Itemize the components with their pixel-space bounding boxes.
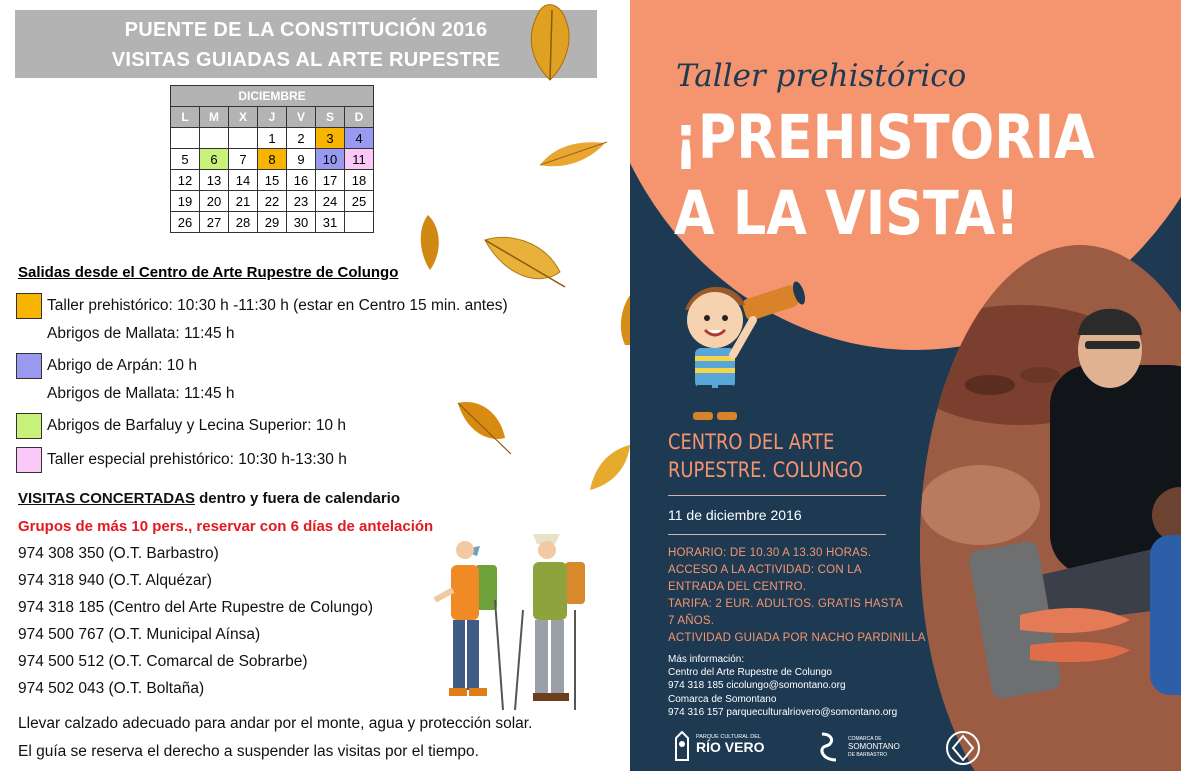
calendar-day-header: M bbox=[200, 107, 229, 128]
calendar-day-header: X bbox=[229, 107, 258, 128]
calendar-day: 10 bbox=[316, 149, 345, 170]
calendar-day bbox=[200, 128, 229, 149]
somontano-logo-sub: DE BARBASTRO bbox=[848, 752, 888, 758]
visitas-heading bbox=[18, 490, 400, 507]
calendar-day: 23 bbox=[287, 191, 316, 212]
calendar-day: 11 bbox=[345, 149, 374, 170]
poster-headline-line-2: A LA VISTA! bbox=[674, 178, 1020, 249]
title-banner bbox=[15, 10, 597, 78]
poster-subtitle: Taller prehistórico bbox=[676, 58, 967, 94]
poster-headline bbox=[674, 100, 1095, 252]
calendar-day: 19 bbox=[171, 191, 200, 212]
calendar-day: 7 bbox=[229, 149, 258, 170]
calendar-day: 25 bbox=[345, 191, 374, 212]
note-footwear: Llevar calzado adecuado para andar por el monte, agua y protección solar. bbox=[18, 715, 533, 732]
cartoon-boy-telescope bbox=[665, 280, 815, 425]
legend-sublabel: Abrigos de Mallata: 11:45 h bbox=[47, 325, 235, 342]
poster-headline-line-1: ¡PREHISTORIA bbox=[674, 102, 1095, 173]
legend-sublabel: Abrigos de Mallata: 11:45 h bbox=[47, 385, 235, 402]
calendar-day: 28 bbox=[229, 212, 258, 233]
legend-swatch bbox=[16, 413, 42, 439]
poster-right-page bbox=[630, 0, 1181, 771]
salidas-heading: Salidas desde el Centro de Arte Rupestre de Colungo bbox=[18, 264, 399, 281]
calendar-week bbox=[171, 212, 374, 233]
poster-contact-line: Centro del Arte Rupestre de Colungo bbox=[668, 667, 832, 679]
poster-info-line: ENTRADA DEL CENTRO. bbox=[668, 581, 807, 593]
poster-info-line: TARIFA: 2 EUR. ADULTOS. GRATIS HASTA bbox=[668, 598, 903, 610]
somontano-logo-icon bbox=[818, 730, 842, 766]
calendar-day-header: V bbox=[287, 107, 316, 128]
poster-info-line: HORARIO: DE 10.30 A 13.30 HORAS. bbox=[668, 547, 872, 559]
poster-venue-line-1: CENTRO DEL ARTE bbox=[668, 430, 835, 454]
somontano-logo-text: SOMONTANO bbox=[848, 742, 900, 751]
calendar-day: 6 bbox=[200, 149, 229, 170]
poster-venue-line-2: RUPESTRE. COLUNGO bbox=[668, 458, 863, 482]
calendar-day: 9 bbox=[287, 149, 316, 170]
calendar-day: 27 bbox=[200, 212, 229, 233]
visitas-heading-underlined: VISITAS CONCERTADAS bbox=[18, 490, 195, 507]
calendar-day: 20 bbox=[200, 191, 229, 212]
rio-vero-logo-small: PARQUE CULTURAL DEL bbox=[696, 734, 761, 740]
calendar-week bbox=[171, 149, 374, 170]
calendar-day: 3 bbox=[316, 128, 345, 149]
hiker-woman bbox=[435, 541, 503, 710]
poster-info-line: 7 AÑOS. bbox=[668, 615, 715, 627]
calendar-day-header: L bbox=[171, 107, 200, 128]
calendar-day: 13 bbox=[200, 170, 229, 191]
legend-label: Taller especial prehistórico: 10:30 h-13:30 h bbox=[47, 451, 347, 468]
poster-contact-line: Más información: bbox=[668, 654, 745, 665]
divider bbox=[668, 495, 886, 496]
phone-entry: 974 318 185 (Centro del Arte Rupestre de Colungo) bbox=[18, 599, 374, 616]
phone-entry: 974 318 940 (O.T. Alquézar) bbox=[18, 572, 212, 589]
legend-swatch bbox=[16, 353, 42, 379]
autumn-leaf-icon bbox=[413, 212, 448, 272]
phone-entry: 974 500 767 (O.T. Municipal Aínsa) bbox=[18, 626, 261, 643]
calendar-day-header: S bbox=[316, 107, 345, 128]
somontano-logo-small: COMARCA DE bbox=[848, 736, 882, 742]
autumn-leaf-icon bbox=[480, 232, 570, 292]
autumn-leaf-icon bbox=[535, 135, 610, 175]
world-heritage-icon bbox=[945, 730, 981, 766]
title-line-2: VISITAS GUIADAS AL ARTE RUPESTRE bbox=[111, 49, 501, 71]
calendar-day: 4 bbox=[345, 128, 374, 149]
poster-contact-block bbox=[668, 653, 897, 719]
poster-info-block bbox=[668, 545, 926, 647]
calendar-month: DICIEMBRE bbox=[171, 86, 374, 107]
calendar-day: 14 bbox=[229, 170, 258, 191]
phone-entry: 974 502 043 (O.T. Boltaña) bbox=[18, 680, 205, 697]
phone-entry: 974 500 512 (O.T. Comarcal de Sobrarbe) bbox=[18, 653, 308, 670]
legend-label: Abrigos de Barfaluy y Lecina Superior: 10 h bbox=[47, 417, 346, 434]
autumn-leaf-icon bbox=[455, 398, 515, 458]
poster-info-line: ACTIVIDAD GUIADA POR NACHO PARDINILLA bbox=[668, 632, 926, 644]
calendar-day bbox=[345, 212, 374, 233]
poster-contact-line: 974 316 157 parqueculturalriovero@somontano.org bbox=[668, 706, 898, 718]
calendar-day: 22 bbox=[258, 191, 287, 212]
calendar-day: 18 bbox=[345, 170, 374, 191]
rio-vero-logo-icon bbox=[672, 730, 694, 762]
rio-vero-logo-text: RÍO VERO bbox=[696, 739, 765, 755]
calendar-day: 2 bbox=[287, 128, 316, 149]
hikers-illustration bbox=[415, 520, 615, 720]
title-line-1: PUENTE DE LA CONSTITUCIÓN 2016 bbox=[124, 19, 488, 41]
autumn-leaf-icon bbox=[520, 0, 580, 85]
poster-venue bbox=[668, 428, 863, 484]
legend-swatch bbox=[16, 447, 42, 473]
legend-label: Taller prehistórico: 10:30 h -11:30 h (estar en Centro 15 min. antes) bbox=[47, 297, 508, 314]
calendar-week bbox=[171, 170, 374, 191]
poster-contact-line: 974 318 185 cicolungo@somontano.org bbox=[668, 680, 846, 692]
calendar-day: 30 bbox=[287, 212, 316, 233]
divider bbox=[668, 534, 886, 535]
calendar-day-header: J bbox=[258, 107, 287, 128]
phone-entry: 974 308 350 (O.T. Barbastro) bbox=[18, 545, 219, 562]
autumn-leaf-icon bbox=[615, 290, 630, 350]
calendar-day bbox=[171, 128, 200, 149]
calendar-day: 24 bbox=[316, 191, 345, 212]
calendar-day: 12 bbox=[171, 170, 200, 191]
calendar-day: 31 bbox=[316, 212, 345, 233]
calendar-day: 17 bbox=[316, 170, 345, 191]
calendar-day-header: D bbox=[345, 107, 374, 128]
autumn-leaf-icon bbox=[585, 440, 630, 495]
december-calendar bbox=[170, 85, 374, 233]
calendar-week bbox=[171, 191, 374, 212]
calendar-day: 29 bbox=[258, 212, 287, 233]
calendar-day: 26 bbox=[171, 212, 200, 233]
legend-swatch bbox=[16, 293, 42, 319]
calendar-day bbox=[229, 128, 258, 149]
calendar-day: 1 bbox=[258, 128, 287, 149]
note-weather: El guía se reserva el derecho a suspender las visitas por el tiempo. bbox=[18, 743, 479, 760]
calendar-day: 5 bbox=[171, 149, 200, 170]
poster-contact-line: Comarca de Somontano bbox=[668, 693, 777, 705]
hiker-man bbox=[515, 534, 585, 710]
calendar-week bbox=[171, 128, 374, 149]
legend-label: Abrigo de Arpán: 10 h bbox=[47, 357, 197, 374]
calendar-day: 8 bbox=[258, 149, 287, 170]
visitas-heading-rest: dentro y fuera de calendario bbox=[194, 490, 401, 507]
calendar-day: 16 bbox=[287, 170, 316, 191]
calendar-day: 21 bbox=[229, 191, 258, 212]
poster-date: 11 de diciembre 2016 bbox=[668, 507, 802, 523]
visitas-warning: Grupos de más 10 pers., reservar con 6 días de antelación bbox=[18, 518, 434, 535]
poster-info-line: ACCESO A LA ACTIVIDAD: CON LA bbox=[668, 564, 862, 576]
calendar-day: 15 bbox=[258, 170, 287, 191]
